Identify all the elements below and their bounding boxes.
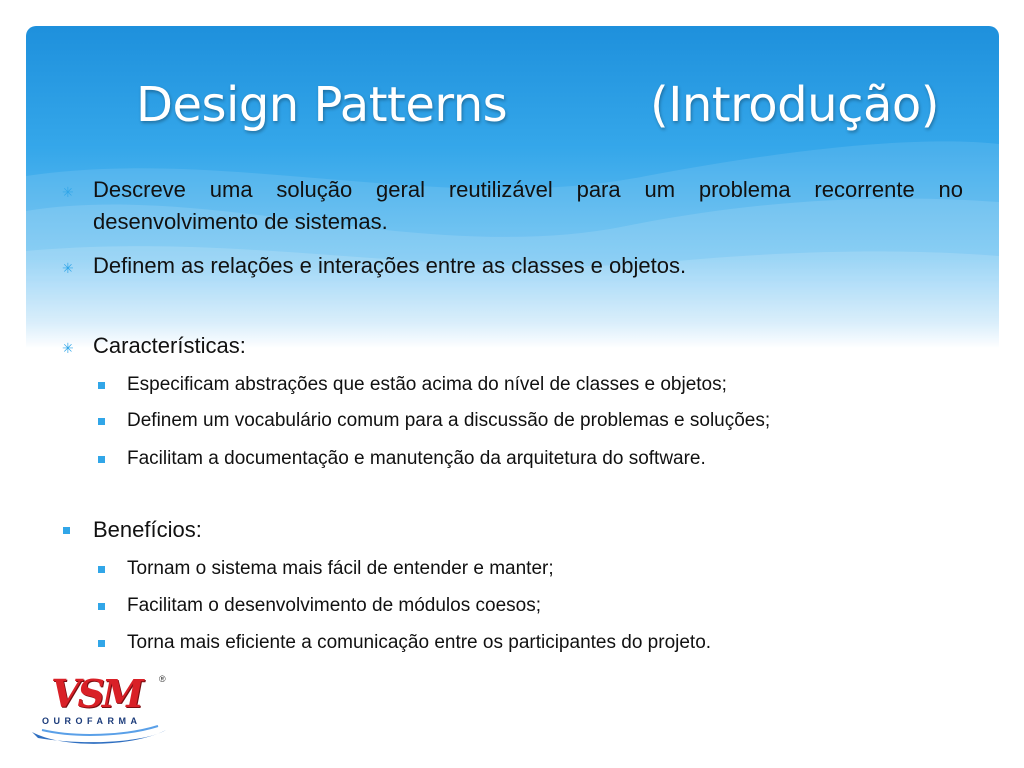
sub-bullet-item — [0, 372, 1024, 398]
sub-bullet-text: Definem um vocabulário comum para a discussão de problemas e soluções; — [127, 410, 771, 431]
sub-bullet-item — [0, 446, 1024, 472]
asterisk-bullet-icon: ✳ — [62, 184, 74, 200]
square-bullet-icon — [98, 603, 105, 610]
square-bullet-icon — [98, 456, 105, 463]
square-bullet-icon — [98, 640, 105, 647]
sub-bullet-text: Tornam o sistema mais fácil de entender e manter; — [127, 558, 554, 579]
sub-bullet-text: Facilitam a documentação e manutenção da arquitetura do software. — [127, 448, 706, 469]
bullet-item — [0, 514, 1024, 546]
bullet-heading: Benefícios: — [93, 517, 202, 542]
sub-bullet-text: Torna mais eficiente a comunicação entre os participantes do projeto. — [127, 632, 712, 653]
company-logo — [26, 672, 172, 750]
asterisk-bullet-icon: ✳ — [62, 260, 74, 276]
sub-bullet-item — [0, 408, 1024, 434]
sub-bullet-item — [0, 593, 1024, 619]
bullet-item — [0, 250, 1024, 282]
logo-letters: VSM — [51, 670, 141, 716]
registered-mark: ® — [159, 674, 166, 684]
slide-title-subtitle: (Introdução) — [650, 77, 939, 133]
bullet-item — [0, 330, 1024, 362]
sub-bullet-item — [0, 556, 1024, 582]
bullet-text: Descreve uma solução geral reutilizável para um problema recorrente no desenvolvimento de sistemas. — [93, 177, 963, 234]
square-bullet-icon — [98, 566, 105, 573]
sub-bullet-text: Facilitam o desenvolvimento de módulos coesos; — [127, 595, 541, 616]
logo-wordmark: OUROFARMA — [42, 716, 142, 726]
sub-bullet-item — [0, 630, 1024, 656]
sub-bullet-text: Especificam abstrações que estão acima do nível de classes e objetos; — [127, 374, 727, 395]
square-bullet-icon — [98, 418, 105, 425]
square-bullet-icon — [98, 382, 105, 389]
asterisk-bullet-icon: ✳ — [62, 340, 74, 356]
square-bullet-icon — [63, 527, 70, 534]
bullet-item — [0, 174, 1024, 238]
bullet-heading: Características: — [93, 333, 246, 358]
bullet-text: Definem as relações e interações entre as classes e objetos. — [93, 253, 687, 278]
slide-title: Design Patterns — [136, 77, 508, 133]
